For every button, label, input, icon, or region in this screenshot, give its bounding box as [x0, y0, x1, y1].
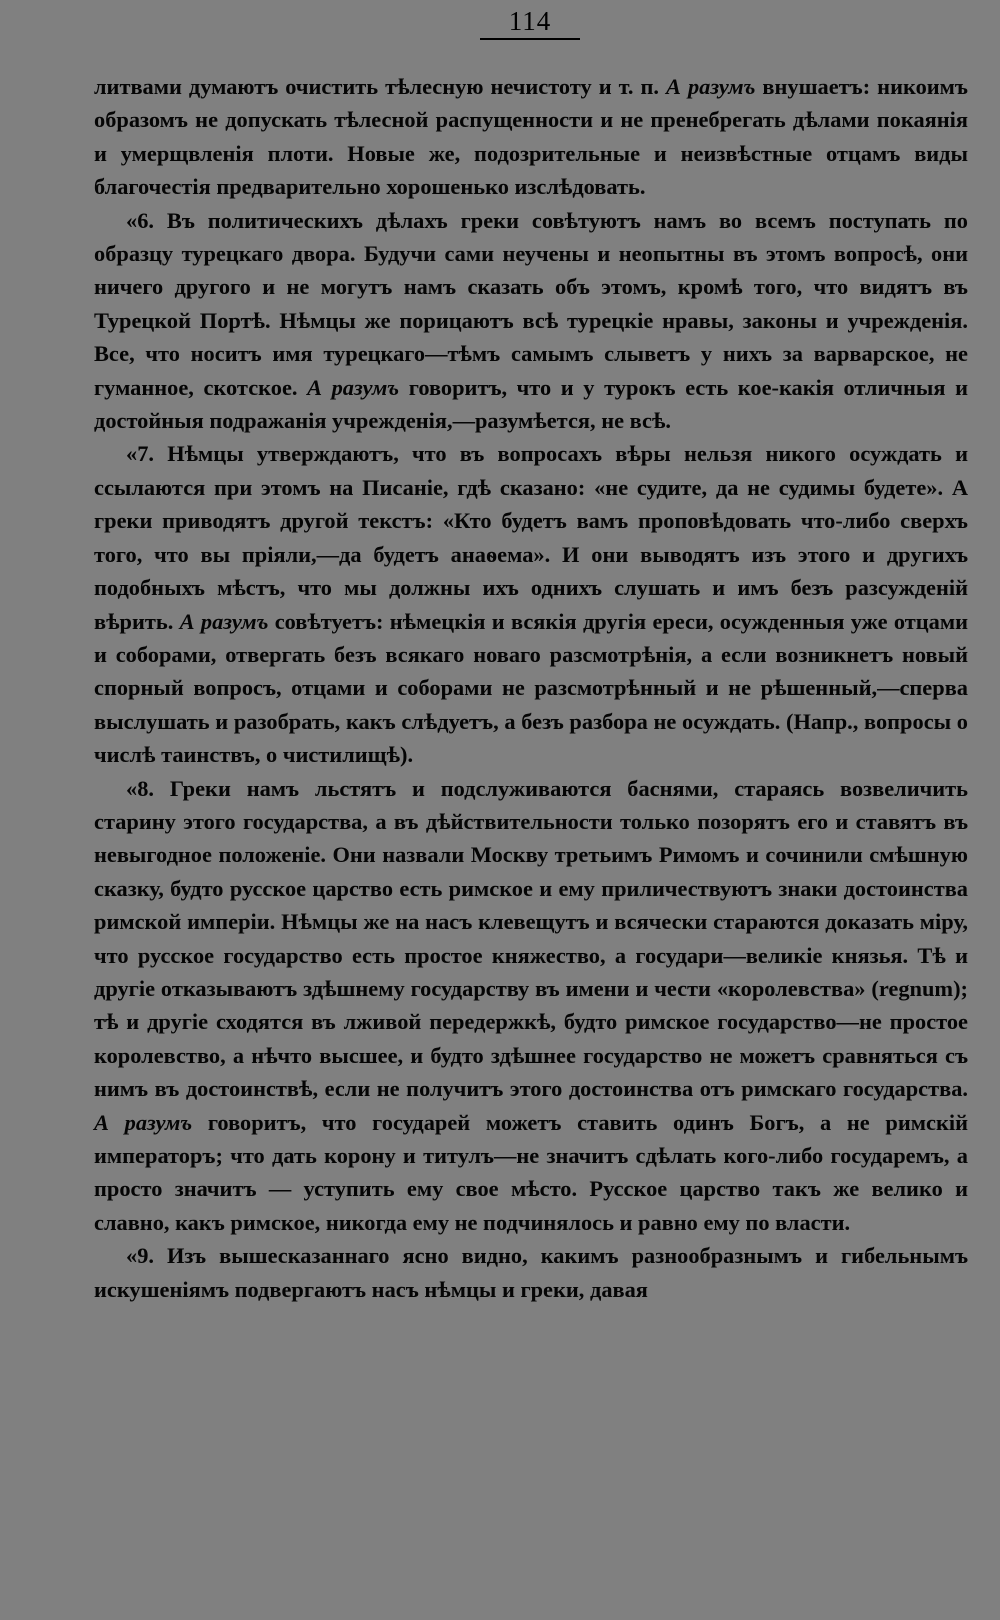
text-run: литвами думаютъ очистить тѣлесную нечистоту и т. п.	[94, 74, 667, 99]
paragraph-2	[94, 204, 968, 438]
text-run: говоритъ, что и у турокъ есть кое-какія отличныя и достойныя подражанія учрежденія,—разумѣется, не всѣ.	[94, 374, 968, 434]
text-run: «6. Въ политическихъ дѣлахъ греки совѣтуютъ намъ во всемъ поступать по образцу турецкаго двора. Будучи сами неучены и неопытны въ этомъ вопросѣ, они ничего другого и не могутъ намъ сказать объ этомъ, кромѣ того, что видятъ въ Турецкой Портѣ. Нѣмцы же порицаютъ всѣ турецкіе нравы, законы и учрежденія. Все, что носитъ имя турецкаго—тѣмъ самымъ слыветъ у нихъ за варварское, не гуманное, скотское.	[94, 207, 968, 400]
text-run: «8. Греки намъ льстятъ и подслуживаются баснями, стараясь возвеличить старину этого государства, а въ дѣйствительности только позорятъ его и ставятъ въ невыгодное положеніе. Они назвали Москву третьимъ Римомъ и сочинили смѣшную сказку, будто русское царство есть римское и ему приличествуютъ знаки достоинства римской имперіи. Нѣмцы же на насъ клевещутъ и всячески стараются доказать міру, что русское государство есть простое княжество, а государи—великіе князья. Тѣ и другіе отказываютъ здѣшнему государству въ имени и чести «королевства» (regnum); тѣ и другіе сходятся въ лживой передержкѣ, будто римское государство—не простое королевство, а нѣчто высшее, и будто здѣшнее государство не можетъ сравняться съ нимъ въ достоинствѣ, если не получитъ этого достоинства отъ римскаго государства.	[94, 775, 968, 1102]
paragraph-3	[94, 437, 968, 771]
text-run: внушаетъ: никоимъ образомъ не допускать тѣлесной распущенности и не пренебрегать дѣлами покаянія и умерщвленія плоти. Новые же, подозрительные и неизвѣстные отцамъ виды благочестія предварительно хорошенько изслѣдовать.	[94, 74, 968, 200]
text-run: говоритъ, что государей можетъ ставить одинъ Богъ, а не римскій императоръ; что дать корону и титулъ—не значитъ сдѣлать кого-либо государемъ, а просто значитъ — уступить ему свое мѣсто. Русское царство такъ же велико и славно, какъ римское, никогда ему не подчинялось и равно ему по власти.	[94, 1109, 968, 1235]
page-number: 114	[508, 6, 552, 36]
text-run: «7. Нѣмцы утверждаютъ, что въ вопросахъ вѣры нельзя никого осуждать и ссылаются при этомъ на Писаніе, гдѣ сказано: «не судите, да не судимы будете». А греки приводятъ другой текстъ: «Кто будетъ вамъ проповѣдовать что-либо сверхъ того, что вы пріяли,—да будетъ анаѳема». И они выводятъ изъ этого и другихъ подобныхъ мѣстъ, что мы должны ихъ однихъ слушать и имъ безъ разсужденій вѣрить.	[94, 441, 968, 634]
emphasis-run: А разумъ	[179, 608, 269, 634]
text-run: «9. Изъ вышесказаннаго ясно видно, какимъ разнообразнымъ и гибельнымъ искушеніямъ подвергаютъ насъ нѣмцы и греки, давая	[94, 1243, 968, 1302]
body-text	[94, 70, 968, 1306]
emphasis-run: А разумъ	[94, 1109, 193, 1135]
paragraph-5	[94, 1239, 968, 1306]
emphasis-run: А разумъ	[307, 374, 400, 400]
text-run: совѣтуетъ: нѣмецкія и всякія другія ереси, осужденныя уже отцами и соборами, отвергать безъ всякаго новаго разсмотрѣнія, а если возникнетъ новый спорный вопросъ, отцами и соборами не разсмотрѣнный и не рѣшенный,—сперва выслушать и разобрать, какъ слѣдуетъ, а безъ разбора не осуждать. (Напр., вопросы о числѣ таинствъ, о чистилищѣ).	[94, 608, 968, 768]
paragraph-4	[94, 772, 968, 1240]
page-number-rule	[480, 38, 580, 40]
emphasis-run: А разумъ	[666, 74, 756, 99]
paragraph-1	[94, 70, 968, 204]
